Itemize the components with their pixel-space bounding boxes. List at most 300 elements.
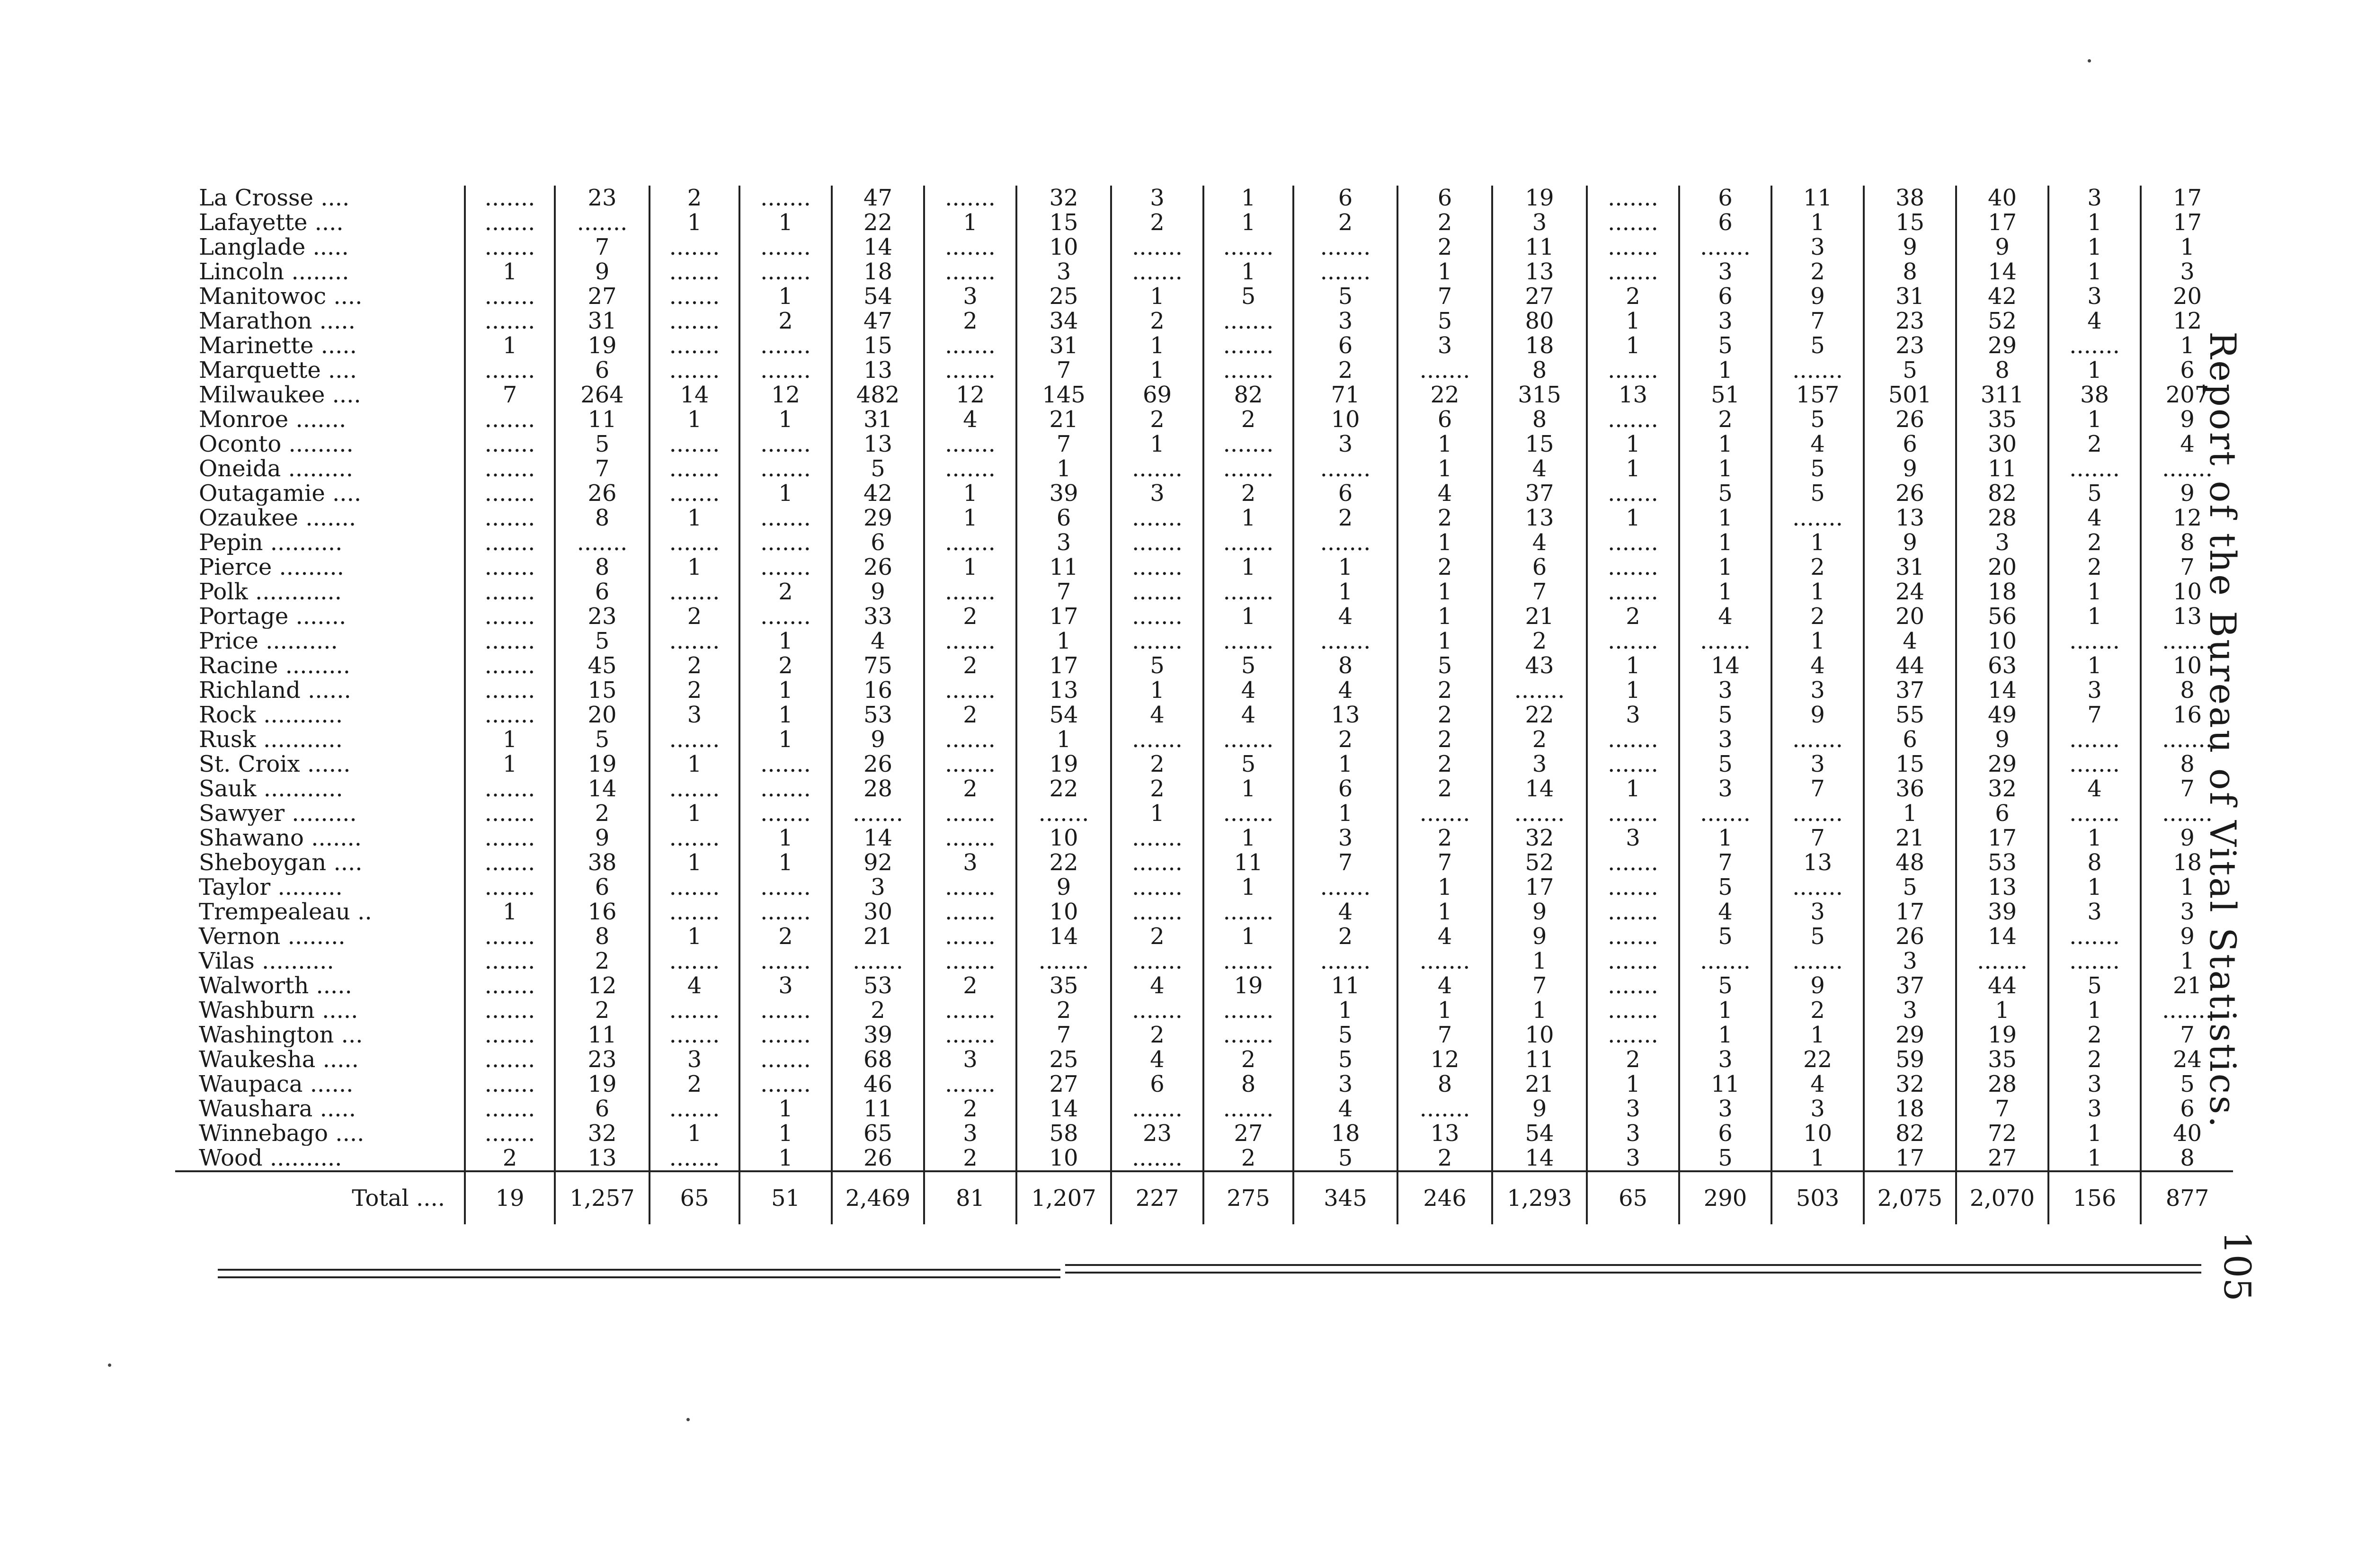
county-name: Pierce .........	[199, 555, 344, 579]
count-cell: .......	[1203, 998, 1293, 1023]
count-cell: 1	[1397, 604, 1492, 629]
count-cell: 1	[2048, 1146, 2141, 1171]
count-cell: .......	[924, 1023, 1016, 1047]
count-cell: .......	[1111, 949, 1203, 973]
count-cell: 31	[1864, 284, 1956, 309]
county-name: Pepin ..........	[199, 530, 343, 555]
count-cell: 14	[555, 776, 650, 801]
count-cell: 26	[832, 1146, 924, 1171]
count-cell: 5	[1679, 333, 1771, 358]
count-cell: 2	[555, 949, 650, 973]
count-cell: 2	[650, 186, 739, 210]
count-cell: 11	[1016, 555, 1111, 579]
count-cell: 30	[1956, 432, 2048, 456]
count-cell: 25	[1016, 284, 1111, 309]
count-cell: 2	[1293, 358, 1397, 383]
count-cell: 4	[1771, 432, 1864, 456]
count-cell: 3	[1293, 826, 1397, 850]
count-cell: .......	[1679, 801, 1771, 826]
count-cell: 26	[1864, 924, 1956, 949]
county-row	[175, 801, 2233, 826]
count-cell: 3	[1679, 1096, 1771, 1121]
count-cell: 8	[2141, 1146, 2233, 1171]
count-cell: .......	[1293, 949, 1397, 973]
count-cell: 7	[2141, 555, 2233, 579]
count-cell: 37	[1864, 973, 1956, 998]
count-cell: 6	[1293, 186, 1397, 210]
count-cell: 4	[1293, 678, 1397, 703]
count-cell: .......	[2048, 801, 2141, 826]
count-cell: .......	[1587, 850, 1679, 875]
count-cell: 6	[1492, 555, 1587, 579]
count-cell: 23	[1864, 309, 1956, 333]
count-cell: 2	[1587, 284, 1679, 309]
count-cell: 3	[1679, 259, 1771, 284]
count-cell: 6	[1679, 284, 1771, 309]
count-cell: 9	[1864, 456, 1956, 481]
count-cell: 26	[832, 752, 924, 776]
count-cell: .......	[1587, 579, 1679, 604]
count-cell: 1	[1397, 900, 1492, 924]
count-cell: 32	[1016, 186, 1111, 210]
count-cell: .......	[1293, 235, 1397, 259]
count-cell: 501	[1864, 383, 1956, 407]
count-cell: .......	[1016, 949, 1111, 973]
count-cell: 6	[832, 530, 924, 555]
count-cell: 7	[1016, 358, 1111, 383]
county-name: Shawano .......	[199, 826, 362, 850]
count-cell: 1	[924, 506, 1016, 530]
count-cell: 12	[555, 973, 650, 998]
count-cell: 1	[1203, 506, 1293, 530]
count-cell: .......	[924, 235, 1016, 259]
count-cell: .......	[739, 604, 832, 629]
count-cell: 9	[2141, 481, 2233, 506]
count-cell: 54	[832, 284, 924, 309]
count-cell: .......	[739, 259, 832, 284]
count-cell: 3	[924, 850, 1016, 875]
count-cell: 6	[1397, 407, 1492, 432]
count-cell: 1	[1679, 432, 1771, 456]
count-cell: .......	[650, 875, 739, 900]
count-cell: 7	[1293, 850, 1397, 875]
county-name: Polk ............	[199, 579, 342, 604]
double-rule-right-top	[1065, 1264, 2201, 1266]
county-name: Marquette ....	[199, 358, 357, 383]
count-cell: 7	[1679, 850, 1771, 875]
count-cell: .......	[650, 432, 739, 456]
count-cell: 1	[1111, 333, 1203, 358]
count-cell: .......	[739, 456, 832, 481]
count-cell: 1	[739, 1146, 832, 1171]
count-cell: .......	[924, 801, 1016, 826]
count-cell: 13	[1492, 259, 1587, 284]
count-cell: .......	[1203, 432, 1293, 456]
county-row	[175, 506, 2233, 530]
count-cell: 3	[1587, 1121, 1679, 1146]
count-cell: 3	[1587, 1096, 1679, 1121]
count-cell: .......	[739, 998, 832, 1023]
count-cell: 2	[1771, 998, 1864, 1023]
count-cell: 1	[1492, 998, 1587, 1023]
count-cell: 3	[2048, 284, 2141, 309]
count-cell: 22	[832, 210, 924, 235]
count-cell: 54	[1492, 1121, 1587, 1146]
count-cell: 16	[555, 900, 650, 924]
count-cell: .......	[1771, 801, 1864, 826]
count-cell: 13	[1587, 383, 1679, 407]
count-cell: 29	[1956, 752, 2048, 776]
count-cell: 1	[1771, 1146, 1864, 1171]
count-cell: 1	[1203, 555, 1293, 579]
count-cell: .......	[1203, 530, 1293, 555]
count-cell: 22	[1016, 776, 1111, 801]
count-cell: 290	[1679, 1171, 1771, 1224]
count-cell: 3	[1771, 752, 1864, 776]
count-cell: 19	[555, 1072, 650, 1096]
count-cell: 1	[1587, 506, 1679, 530]
count-cell: 2	[650, 604, 739, 629]
count-cell: 35	[1956, 407, 2048, 432]
count-cell: 31	[1016, 333, 1111, 358]
count-cell: 6	[1679, 1121, 1771, 1146]
count-cell: 9	[1492, 900, 1587, 924]
count-cell: .......	[1203, 456, 1293, 481]
count-cell: 6	[2141, 1096, 2233, 1121]
count-cell: 36	[1864, 776, 1956, 801]
count-cell: 3	[1587, 826, 1679, 850]
count-cell: 23	[555, 604, 650, 629]
county-row	[175, 998, 2233, 1023]
count-cell: .......	[1293, 259, 1397, 284]
count-cell: 11	[1679, 1072, 1771, 1096]
count-cell: 13	[1956, 875, 2048, 900]
count-cell: .......	[1587, 998, 1679, 1023]
count-cell: .......	[1956, 949, 2048, 973]
count-cell: 38	[1864, 186, 1956, 210]
count-cell: .......	[650, 235, 739, 259]
count-cell: 3	[1679, 678, 1771, 703]
count-cell: .......	[1587, 235, 1679, 259]
count-cell: .......	[650, 629, 739, 653]
count-cell: 72	[1956, 1121, 2048, 1146]
count-cell: .......	[739, 555, 832, 579]
print-speck	[2088, 59, 2091, 62]
count-cell: .......	[650, 949, 739, 973]
count-cell: .......	[1293, 530, 1397, 555]
count-cell: 22	[1016, 850, 1111, 875]
count-cell: .......	[650, 998, 739, 1023]
count-cell: 3	[739, 973, 832, 998]
count-cell: 2	[1397, 752, 1492, 776]
count-cell: .......	[2141, 998, 2233, 1023]
count-cell: 8	[555, 555, 650, 579]
count-cell: 1	[1293, 555, 1397, 579]
count-cell: .......	[555, 210, 650, 235]
count-cell: 2	[650, 678, 739, 703]
count-cell: 28	[832, 776, 924, 801]
county-name: Monroe .......	[199, 407, 347, 432]
count-cell: .......	[650, 284, 739, 309]
count-cell: .......	[465, 481, 555, 506]
count-cell: 22	[1397, 383, 1492, 407]
count-cell: 1	[1203, 924, 1293, 949]
count-cell: 2	[1397, 1146, 1492, 1171]
count-cell: .......	[1771, 358, 1864, 383]
count-cell: 68	[832, 1047, 924, 1072]
count-cell: .......	[1111, 998, 1203, 1023]
count-cell: 2	[1492, 629, 1587, 653]
count-cell: 1	[1016, 456, 1111, 481]
count-cell: .......	[739, 1047, 832, 1072]
count-cell: 3	[1864, 949, 1956, 973]
count-cell: 2	[1587, 604, 1679, 629]
count-cell: 1	[924, 210, 1016, 235]
count-cell: 20	[555, 703, 650, 727]
count-cell: 2	[2048, 432, 2141, 456]
count-cell: 17	[1016, 653, 1111, 678]
county-row	[175, 284, 2233, 309]
table-body	[175, 186, 2233, 1224]
count-cell: .......	[739, 506, 832, 530]
count-cell: 4	[2141, 432, 2233, 456]
count-cell: 8	[1864, 259, 1956, 284]
count-cell: .......	[465, 973, 555, 998]
count-cell: 1	[465, 752, 555, 776]
count-cell: .......	[2048, 333, 2141, 358]
county-row	[175, 850, 2233, 875]
print-speck	[686, 1418, 690, 1421]
county-row	[175, 653, 2233, 678]
count-cell: 26	[1864, 407, 1956, 432]
count-cell: 1	[1293, 579, 1397, 604]
count-cell: 1	[650, 924, 739, 949]
count-cell: 1	[1492, 949, 1587, 973]
count-cell: 1	[2141, 333, 2233, 358]
count-cell: 4	[1771, 1072, 1864, 1096]
count-cell: 5	[1679, 752, 1771, 776]
count-cell: 11	[555, 407, 650, 432]
count-cell: 11	[1771, 186, 1864, 210]
county-name: Waukesha .....	[199, 1047, 359, 1072]
count-cell: 5	[1864, 875, 1956, 900]
count-cell: 82	[1864, 1121, 1956, 1146]
count-cell: 7	[2048, 703, 2141, 727]
count-cell: 3	[650, 1047, 739, 1072]
count-cell: 3	[1771, 678, 1864, 703]
count-cell: 1	[1203, 186, 1293, 210]
count-cell: 1	[1111, 358, 1203, 383]
count-cell: 13	[1771, 850, 1864, 875]
count-cell: 28	[1956, 1072, 2048, 1096]
count-cell: 17	[2141, 186, 2233, 210]
count-cell: .......	[739, 358, 832, 383]
print-speck	[108, 1363, 111, 1367]
county-row	[175, 235, 2233, 259]
count-cell: 8	[1956, 358, 2048, 383]
count-cell: .......	[465, 924, 555, 949]
county-name: Richland ......	[199, 678, 351, 703]
count-cell: 7	[1016, 1023, 1111, 1047]
count-cell: 17	[1492, 875, 1587, 900]
count-cell: 4	[1397, 924, 1492, 949]
count-cell: 5	[1203, 653, 1293, 678]
county-row	[175, 703, 2233, 727]
count-cell: 1	[739, 629, 832, 653]
county-row	[175, 900, 2233, 924]
count-cell: 264	[555, 383, 650, 407]
count-cell: 2	[1293, 924, 1397, 949]
count-cell: 35	[1956, 1047, 2048, 1072]
count-cell: 1	[739, 1096, 832, 1121]
count-cell: .......	[1587, 629, 1679, 653]
count-cell: 1	[2048, 875, 2141, 900]
count-cell: .......	[650, 1023, 739, 1047]
count-cell: .......	[465, 186, 555, 210]
count-cell: 2	[739, 309, 832, 333]
count-cell: 27	[1016, 1072, 1111, 1096]
county-name: Waupaca ......	[199, 1072, 354, 1096]
count-cell: 1	[465, 333, 555, 358]
count-cell: 1	[1203, 259, 1293, 284]
count-cell: 23	[1111, 1121, 1203, 1146]
count-cell: .......	[1397, 949, 1492, 973]
count-cell: 1	[650, 801, 739, 826]
count-cell: 2	[1771, 259, 1864, 284]
count-cell: .......	[2048, 456, 2141, 481]
count-cell: .......	[739, 530, 832, 555]
count-cell: 32	[1956, 776, 2048, 801]
count-cell: .......	[924, 1072, 1016, 1096]
count-cell: 14	[650, 383, 739, 407]
count-cell: 11	[1293, 973, 1397, 998]
count-cell: 22	[1771, 1047, 1864, 1072]
count-cell: 1	[739, 826, 832, 850]
count-cell: 1	[1587, 1072, 1679, 1096]
count-cell: 32	[555, 1121, 650, 1146]
county-row	[175, 407, 2233, 432]
count-cell: 1	[1397, 875, 1492, 900]
running-head: Report of the Bureau of Vital Statistics.	[2202, 331, 2244, 1130]
count-cell: 9	[1771, 703, 1864, 727]
count-cell: 1	[739, 678, 832, 703]
count-cell: 1	[1203, 776, 1293, 801]
count-cell: 1	[1111, 801, 1203, 826]
count-cell: 9	[1492, 1096, 1587, 1121]
count-cell: 1	[650, 1121, 739, 1146]
count-cell: .......	[1111, 604, 1203, 629]
count-cell: 80	[1492, 309, 1587, 333]
count-cell: .......	[1203, 629, 1293, 653]
count-cell: 11	[1956, 456, 2048, 481]
count-cell: 3	[2048, 1096, 2141, 1121]
count-cell: 5	[555, 629, 650, 653]
county-name: Milwaukee ....	[199, 383, 361, 407]
count-cell: 1	[2141, 949, 2233, 973]
count-cell: 14	[832, 235, 924, 259]
count-cell: 7	[1016, 432, 1111, 456]
count-cell: 1	[1679, 579, 1771, 604]
count-cell: 1	[650, 555, 739, 579]
count-cell: 39	[1956, 900, 2048, 924]
count-cell: .......	[465, 801, 555, 826]
count-cell: 5	[1679, 703, 1771, 727]
county-name: Marathon .....	[199, 309, 356, 333]
count-cell: 10	[2141, 579, 2233, 604]
count-cell: .......	[1492, 678, 1587, 703]
count-cell: 6	[1864, 432, 1956, 456]
count-cell: 5	[1679, 1146, 1771, 1171]
count-cell: 13	[1492, 506, 1587, 530]
county-row	[175, 1047, 2233, 1072]
count-cell: 4	[2048, 776, 2141, 801]
count-cell: 503	[1771, 1171, 1864, 1224]
count-cell: 5	[1771, 407, 1864, 432]
county-name: Ozaukee .......	[199, 506, 356, 530]
county-row	[175, 727, 2233, 752]
count-cell: 47	[832, 309, 924, 333]
count-cell: 14	[1492, 1146, 1587, 1171]
count-cell: .......	[650, 358, 739, 383]
double-rule-right-bottom	[1065, 1272, 2201, 1274]
count-cell: .......	[1111, 875, 1203, 900]
count-cell: 1	[1587, 456, 1679, 481]
count-cell: 12	[2141, 309, 2233, 333]
count-cell: 2	[1397, 555, 1492, 579]
count-cell: 1	[1956, 998, 2048, 1023]
page-number: 105	[2216, 1231, 2258, 1301]
count-cell: 13	[1397, 1121, 1492, 1146]
count-cell: 13	[832, 432, 924, 456]
count-cell: 9	[1956, 235, 2048, 259]
count-cell: 1	[1397, 998, 1492, 1023]
count-cell: .......	[650, 259, 739, 284]
total-row	[175, 1171, 2233, 1224]
count-cell: .......	[1111, 555, 1203, 579]
count-cell: 3	[2048, 678, 2141, 703]
count-cell: 1	[1679, 1023, 1771, 1047]
count-cell: .......	[1203, 579, 1293, 604]
count-cell: 6	[1293, 333, 1397, 358]
count-cell: 3	[1587, 1146, 1679, 1171]
count-cell: .......	[739, 235, 832, 259]
count-cell: 14	[1956, 678, 2048, 703]
county-name: Vernon ........	[199, 924, 346, 949]
count-cell: 81	[924, 1171, 1016, 1224]
count-cell: .......	[1111, 235, 1203, 259]
count-cell: 2	[555, 998, 650, 1023]
count-cell: .......	[1111, 629, 1203, 653]
county-name: Langlade .....	[199, 235, 349, 259]
count-cell: .......	[1203, 1096, 1293, 1121]
count-cell: 2	[465, 1146, 555, 1171]
count-cell: 6	[555, 358, 650, 383]
count-cell: 3	[650, 703, 739, 727]
count-cell: 482	[832, 383, 924, 407]
count-cell: 7	[2141, 1023, 2233, 1047]
count-cell: 19	[1016, 752, 1111, 776]
county-row	[175, 924, 2233, 949]
count-cell: 246	[1397, 1171, 1492, 1224]
count-cell: 15	[555, 678, 650, 703]
count-cell: 9	[555, 826, 650, 850]
count-cell: 18	[1864, 1096, 1956, 1121]
count-cell: 3	[924, 284, 1016, 309]
count-cell: .......	[1111, 530, 1203, 555]
count-cell: 59	[1864, 1047, 1956, 1072]
count-cell: 27	[1203, 1121, 1293, 1146]
count-cell: 19	[1203, 973, 1293, 998]
